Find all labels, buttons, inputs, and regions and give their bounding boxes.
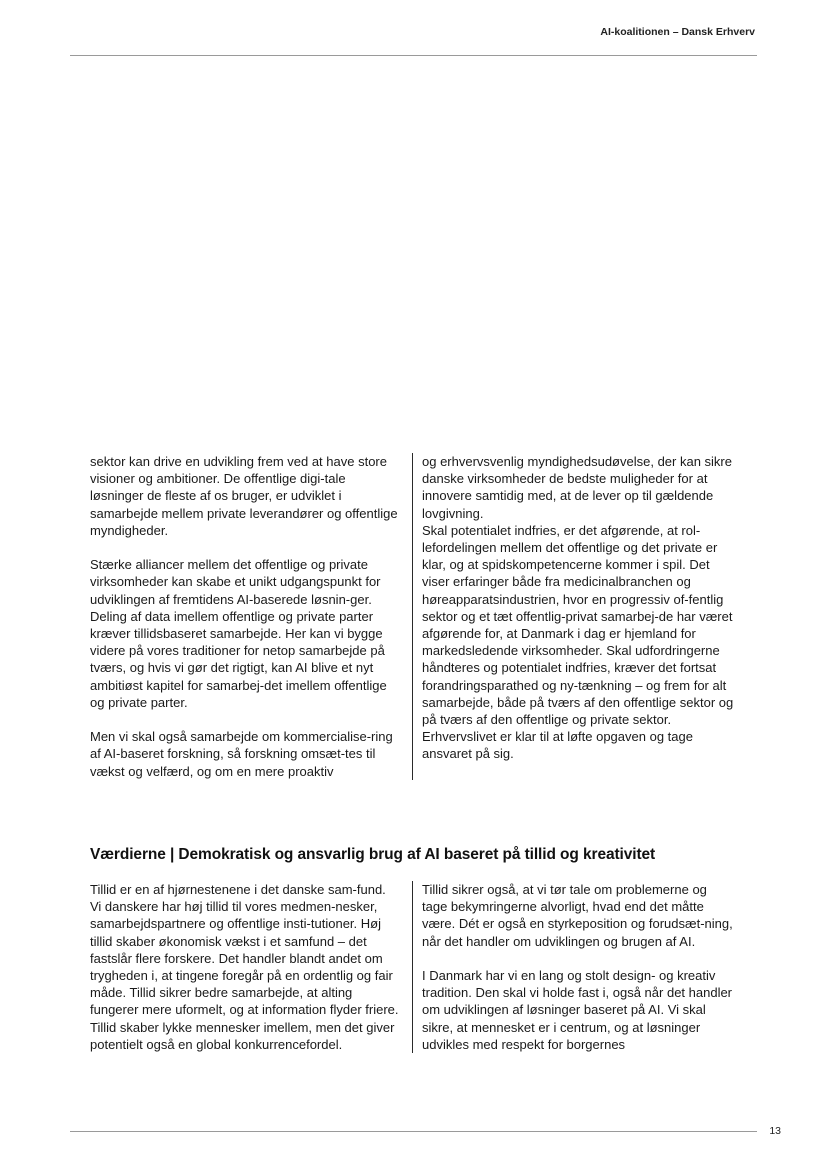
- section-1-left-column: [90, 453, 412, 780]
- paragraph: Stærke alliancer mellem det offentlige og private virksomheder kan skabe et unikt udgangspunkt for udviklingen af fremtidens AI-baserede løsnin-ger. Deling af data imellem offentlige og private parter kræver tillidsbaseret samarbejde. Her kan vi bygge videre på vores traditioner for netop samarbejde på tværs, og hvis vi gør det rigtigt, kan AI blive et nyt ambitiøst kapitel for samarbej-det imellem offentlige og private parter.: [90, 557, 387, 710]
- section-2-columns: [90, 881, 757, 1053]
- paragraph: Tillid sikrer også, at vi tør tale om problemerne og tage bekymringerne alvorligt, hvad end det måtte være. Dét er også en styrkeposition og forudsæt-ning, når det handler om udviklingen og brugen af AI.: [422, 882, 733, 949]
- section-2-left-column: [90, 881, 412, 1053]
- section-1-columns: [90, 453, 757, 780]
- paragraph: I Danmark har vi en lang og stolt design- og kreativ tradition. Den skal vi holde fast i, også når det handler om udviklingen af løsninger baseret på AI. Vi skal sikre, at mennesket er i centrum, og at løsninger udvikles med respekt for borgernes: [422, 968, 733, 1052]
- section-heading: Værdierne | Demokratisk og ansvarlig brug af AI baseret på tillid og kreativitet: [90, 846, 656, 863]
- paragraph: og erhvervsvenlig myndighedsudøvelse, der kan sikre danske virksomheder de bedste muligheder for at innovere samtidig med, at de lever op til gældende lovgivning.: [422, 454, 732, 521]
- footer-rule: [70, 1131, 757, 1132]
- paragraph: Skal potentialet indfries, er det afgørende, at rol-lefordelingen mellem det offentlige og det private er klar, og at spidskompetencerne kommer i spil. Det viser erfaringer både fra medicinalbranchen og høreapparatsindustrien, hvor en progressiv of-fentlig sektor og et tæt offentlig-privat samarbej-de har været afgørende for, at Danmark i dag er hjemland for markedsledende virksomheder. Skal udfordringerne håndteres og potentialet indfries, kræver det fortsat forandringsparathed og ny-tænkning – og frem for alt samarbejde, både på tværs af den offentlige sektor og på tværs af den offentlige og private sektor. Erhvervslivet er klar til at løfte opgaven og tage ansvaret på sig.: [422, 522, 734, 762]
- section-1-right-column: [412, 453, 734, 780]
- running-header: AI-koalitionen – Dansk Erhverv: [600, 26, 755, 38]
- paragraph: Men vi skal også samarbejde om kommercialise-ring af AI-baseret forskning, så forskning omsæt-tes til vækst og velfærd, og om en mere proaktiv: [90, 729, 393, 779]
- paragraph: Tillid er en af hjørnestenene i det danske sam-fund. Vi danskere har høj tillid til vores medmen-nesker, samarbejdspartnere og offentlige insti-tutioner. Høj tillid skaber økonomisk vækst i et samfund – det fastslår flere forskere. Det handler blandt andet om trygheden i, at tingene foregår på en ordentlig og fair måde. Tillid sikrer bedre samarbejde, at alting fungerer mere uformelt, og at information flyder friere. Tillid skaber lykke mennesker imellem, men det giver potentielt også en global konkurrencefordel.: [90, 882, 399, 1052]
- header-rule: [70, 55, 757, 56]
- paragraph: sektor kan drive en udvikling frem ved at have store visioner og ambitioner. De offentlige digi-tale løsninger de fleste af os bruger, er udviklet i samarbejde mellem private leverandører og offentlige myndigheder.: [90, 454, 398, 538]
- section-2-right-column: [412, 881, 734, 1053]
- page-number: 13: [769, 1125, 781, 1137]
